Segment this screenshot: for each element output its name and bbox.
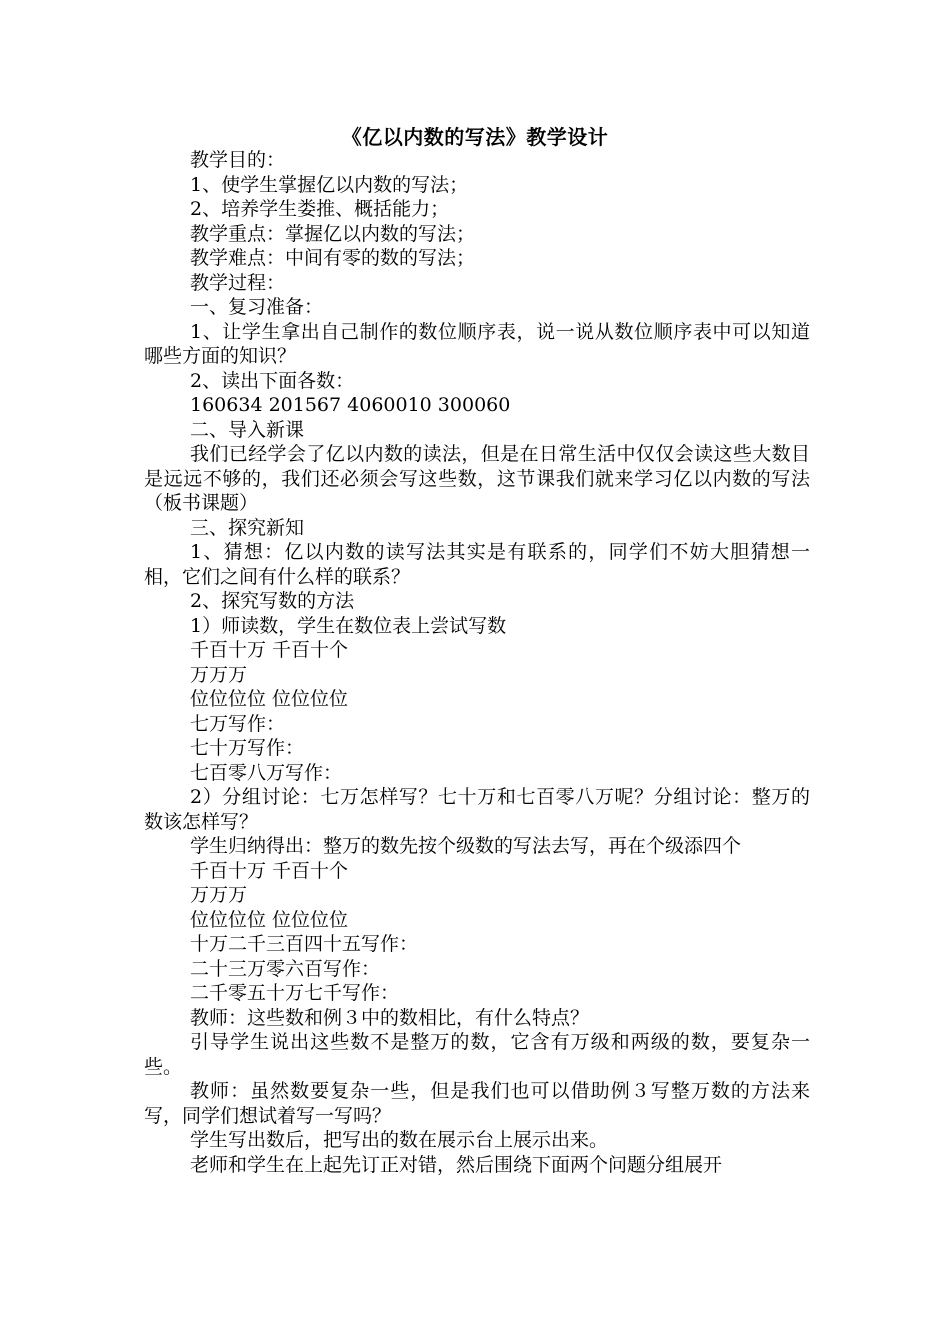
paragraph: 教学难点：中间有零的数的写法； [190, 247, 476, 269]
paragraph: 教师：虽然数要复杂一些，但是我们也可以借助例３写整万数的方法来写，同学们想试着写一写吗？ [144, 1080, 810, 1127]
paragraph: 七十万写作： [190, 737, 305, 759]
section-heading: 一、复习准备： [190, 296, 324, 318]
paragraph: 教师：这些数和例３中的数相比，有什么特点？ [190, 1006, 590, 1029]
paragraph: 我们已经学会了亿以内数的读法，但是在日常生活中仅仅会读这些大数目是远远不够的，我们还必须会写这些数，这节课我们就来学习亿以内数的写法（板书课题） [144, 443, 810, 514]
paragraph: 十万二千三百四十五写作： [190, 933, 419, 955]
paragraph: 老师和学生在上起先订正对错，然后围绕下面两个问题分组展开 [190, 1153, 723, 1176]
paragraph: 学生归纳得出：整万的数先按个级数的写法去写，再在个级添四个 [190, 835, 742, 857]
paragraph: 教学重点：掌握亿以内数的写法； [190, 222, 476, 245]
document-body [144, 148, 810, 1177]
section-heading: 二、导入新课 [190, 418, 305, 441]
number-list: 160634 201567 4060010 300060 [190, 394, 511, 416]
paragraph: 七万写作： [190, 712, 286, 735]
section-heading: 三、探究新知 [190, 516, 305, 539]
paragraph: 2、培养学生娄推、概括能力； [190, 198, 450, 220]
place-value-row: 位位位位 位位位位 [190, 688, 349, 710]
paragraph: 1）师读数，学生在数位表上尝试写数 [190, 614, 507, 637]
place-value-row: 万万万 [190, 884, 248, 906]
paragraph: 二十三万零六百写作： [190, 957, 381, 980]
place-value-row: 位位位位 位位位位 [190, 908, 349, 931]
paragraph: 1、让学生拿出自己制作的数位顺序表，说一说从数位顺序表中可以知道哪些方面的知识？ [144, 320, 810, 367]
paragraph: 2、读出下面各数： [190, 369, 355, 392]
place-value-row: 千百十万 千百十个 [190, 639, 349, 661]
paragraph: 引导学生说出这些数不是整万的数，它含有万级和两级的数，要复杂一些。 [144, 1031, 810, 1078]
paragraph: 2）分组讨论：七万怎样写？七十万和七百零八万呢？分组讨论：整万的数该怎样写？ [144, 786, 810, 833]
paragraph: 2、探究写数的方法 [190, 590, 355, 612]
place-value-row: 万万万 [190, 663, 248, 686]
document-title: 《亿以内数的写法》教学设计 [341, 125, 609, 149]
place-value-row: 千百十万 千百十个 [190, 859, 349, 882]
paragraph: 教学目的： [190, 149, 286, 171]
paragraph: 教学过程： [190, 271, 286, 294]
paragraph: 1、猜想：亿以内数的读写法其实是有联系的，同学们不妨大胆猜想一相，它们之间有什么样的联系？ [144, 541, 810, 588]
paragraph: 学生写出数后，把写出的数在展示台上展示出来。 [190, 1129, 609, 1151]
paragraph: 二千零五十万七千写作： [190, 982, 400, 1004]
paragraph: 1、使学生掌握亿以内数的写法； [190, 173, 469, 196]
paragraph: 七百零八万写作： [190, 761, 343, 784]
